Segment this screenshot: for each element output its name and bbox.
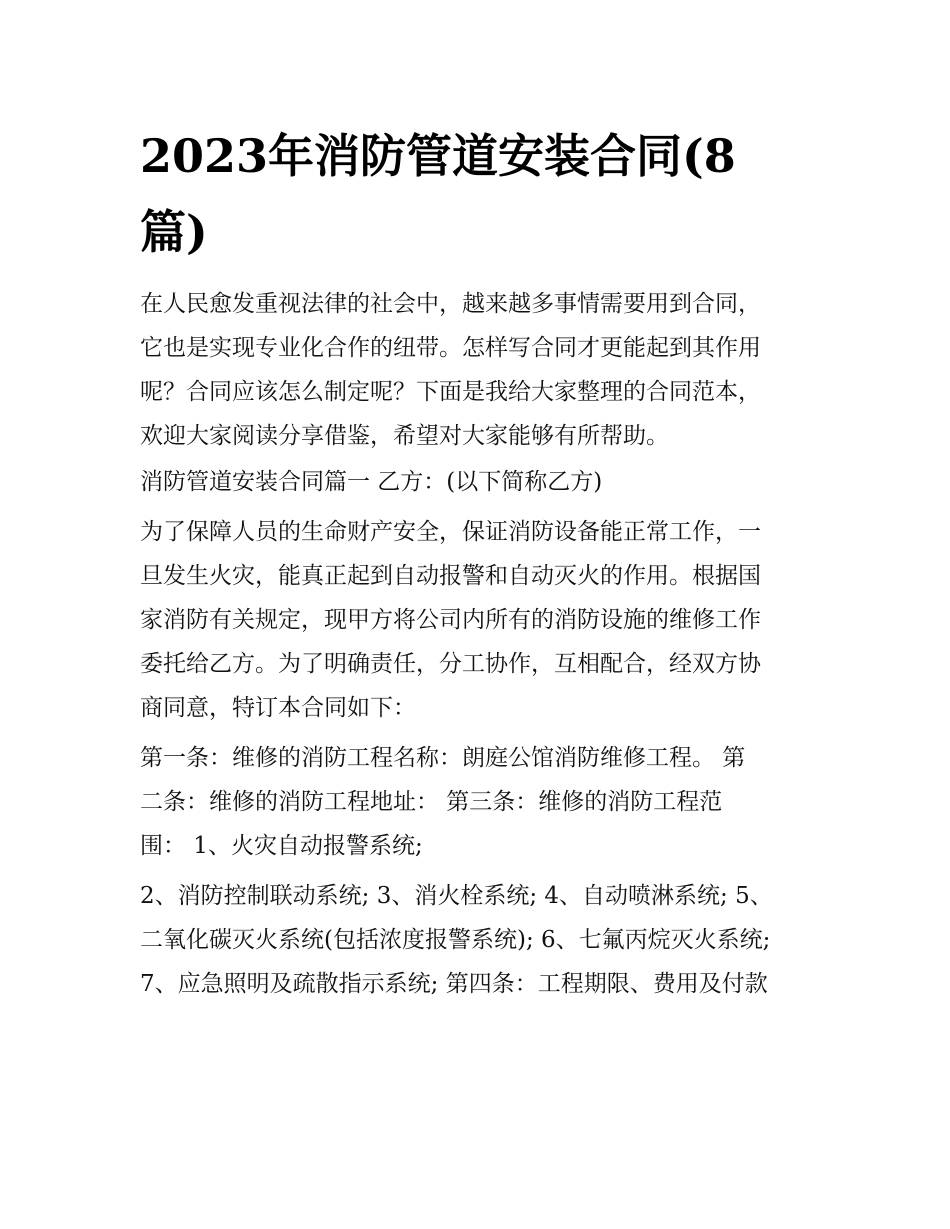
title-line-1: 2023年消防管道安装合同(8 (140, 129, 736, 183)
system-line: 二氧化碳灭火系统(包括浓度报警系统); 6、七氟丙烷灭火系统; (140, 927, 771, 953)
document-body (140, 282, 820, 1012)
intro-line: 欢迎大家阅读分享借鉴，希望对大家能够有所帮助。 (140, 423, 669, 449)
article-line: 二条：维修的消防工程地址： 第三条：维修的消防工程范 (140, 789, 723, 815)
intro-line: 它也是实现专业化合作的纽带。怎样写合同才更能起到其作用 (140, 335, 761, 361)
system-line: 2、消防控制联动系统; 3、消火栓系统; 4、自动喷淋系统; 5、 (140, 883, 773, 909)
document-title (140, 118, 820, 270)
system-line: 7、应急照明及疏散指示系统; 第四条：工程期限、费用及付款 (140, 971, 768, 997)
section-heading-text: 消防管道安装合同篇一 乙方：(以下简称乙方) (140, 469, 603, 495)
intro-paragraph (140, 282, 820, 458)
title-line-2: 篇) (140, 205, 208, 259)
intro-line: 在人民愈发重视法律的社会中，越来越多事情需要用到合同， (140, 291, 761, 317)
purpose-line: 家消防有关规定，现甲方将公司内所有的消防设施的维修工作 (140, 607, 761, 633)
purpose-line: 旦发生火灾，能真正起到自动报警和自动灭火的作用。根据国 (140, 563, 761, 589)
purpose-paragraph (140, 510, 820, 730)
purpose-line: 为了保障人员的生命财产安全，保证消防设备能正常工作，一 (140, 519, 761, 545)
purpose-line: 委托给乙方。为了明确责任，分工协作，互相配合，经双方协 (140, 651, 761, 677)
systems-paragraph (140, 874, 820, 1006)
articles-paragraph (140, 736, 820, 868)
article-line: 围： 1、火灾自动报警系统; (140, 833, 423, 859)
article-line: 第一条：维修的消防工程名称：朗庭公馆消防维修工程。 第 (140, 745, 746, 771)
purpose-line: 商同意，特订本合同如下： (140, 695, 416, 721)
intro-line: 呢？合同应该怎么制定呢？下面是我给大家整理的合同范本， (140, 379, 761, 405)
section-heading (140, 464, 820, 501)
